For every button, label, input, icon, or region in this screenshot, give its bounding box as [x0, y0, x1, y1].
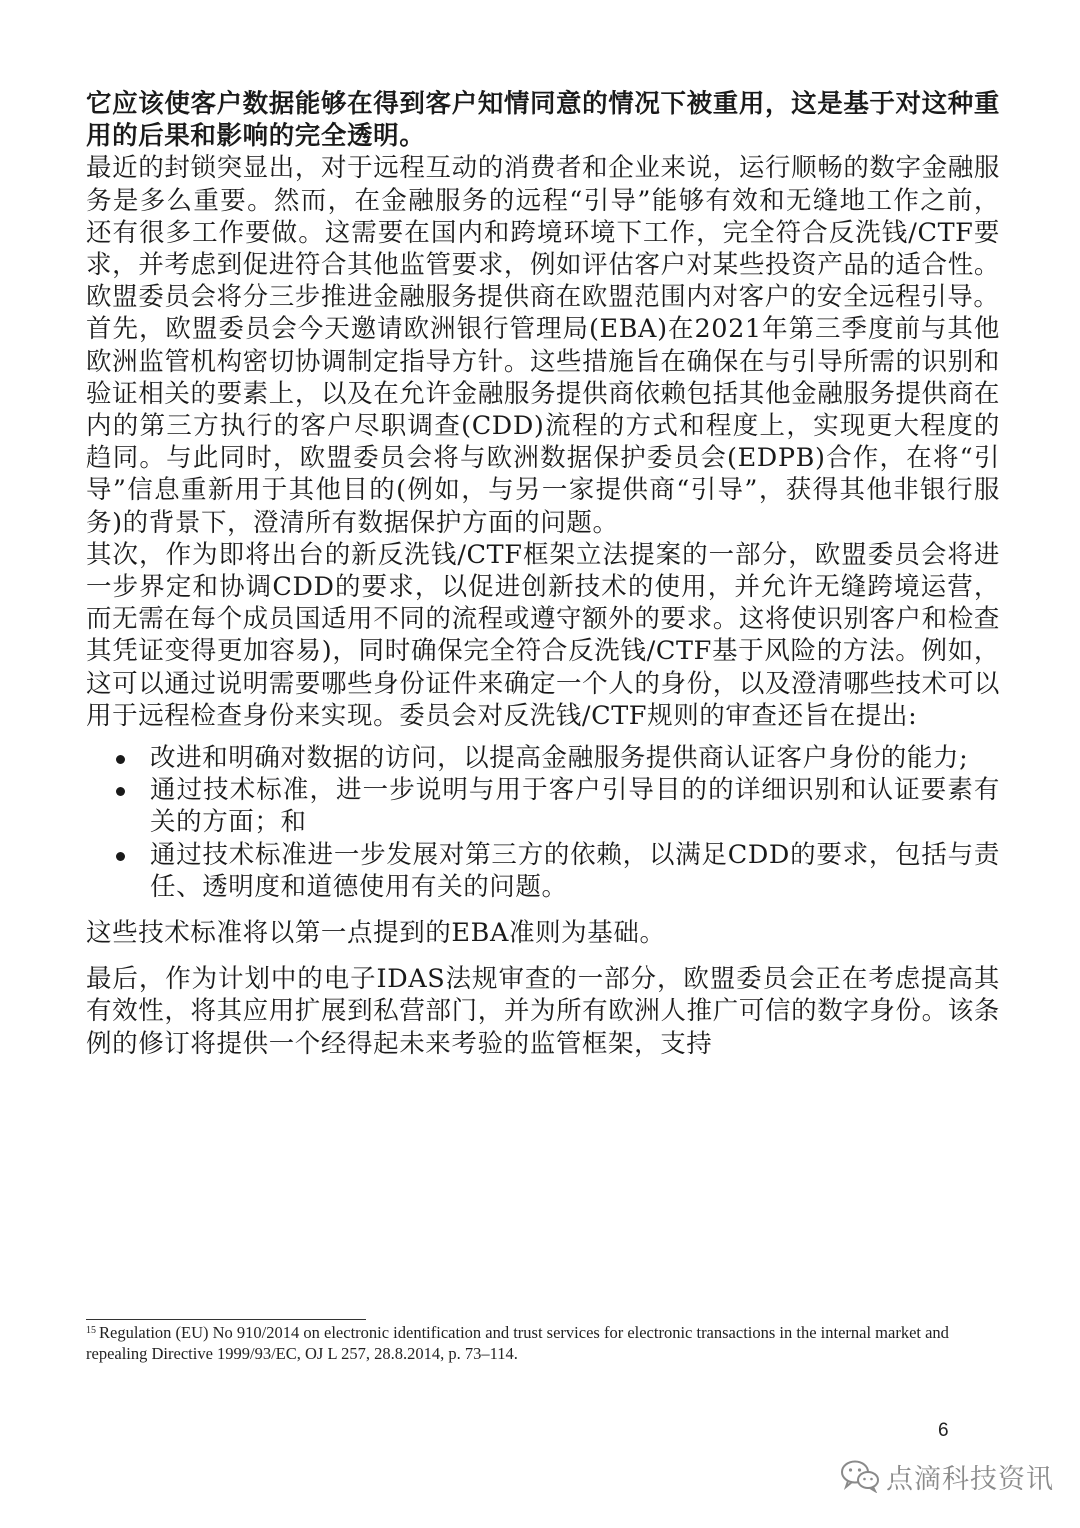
paragraph-eba-guidelines: 这些技术标准将以第一点提到的EBA准则为基础。	[86, 918, 666, 949]
intro-bold-paragraph: 它应该使客户数据能够在得到客户知情同意的情况下被重用，这是基于对这种重用的后果和影响的完全透明。	[86, 89, 1000, 152]
document-body	[86, 88, 1000, 1060]
paragraph-final-step: 最后，作为计划中的电子IDAS法规审查的一部分，欧盟委员会正在考虑提高其有效性，将其应用扩展到私营部门，并为所有欧洲人推广可信的数字身份。该条例的修订将提供一个经得起未来考验的监管框架，支持	[86, 964, 1000, 1059]
footnote-text: Regulation (EU) No 910/2014 on electronic identification and trust services for electronic transactions in the internal market and repealing Directive 1999/93/EC, OJ L 257, 28.8.2014, p. 73–114.	[86, 1323, 949, 1363]
list-item: 通过技术标准进一步发展对第三方的依赖，以满足CDD的要求，包括与责任、透明度和道德使用有关的问题。	[86, 839, 1000, 903]
wechat-icon	[840, 1459, 880, 1493]
list-item: 改进和明确对数据的访问，以提高金融服务提供商认证客户身份的能力;	[86, 742, 1000, 774]
page-number: 6	[938, 1420, 949, 1441]
paragraph-remote-onboarding: 最近的封锁突显出，对于远程互动的消费者和企业来说，运行顺畅的数字金融服务是多么重要。然而，在金融服务的远程“引导”能够有效和无缝地工作之前，还有很多工作要做。这需要在国内和跨境环境下工作，完全符合反洗钱/CTF要求，并考虑到促进符合其他监管要求，例如评估客户对某些投资产品的适合性。欧盟委员会将分三步推进金融服务提供商在欧盟范围内对客户的安全远程引导。	[86, 153, 1000, 313]
footnote-divider	[86, 1319, 366, 1320]
bullet-icon	[116, 787, 125, 796]
watermark-text: 点滴科技资讯	[886, 1463, 1054, 1495]
footnote	[86, 1322, 1000, 1364]
paragraph-second-step: 其次，作为即将出台的新反洗钱/CTF框架立法提案的一部分，欧盟委员会将进一步界定和协调CDD的要求，以促进创新技术的使用，并允许无缝跨境运营，而无需在每个成员国适用不同的流程或遵守额外的要求。这将使识别客户和检查其凭证变得更加容易)，同时确保完全符合反洗钱/CTF基于风险的方法。例如，这可以通过说明需要哪些身份证件来确定一个人的身份，以及澄清哪些技术可以用于远程检查身份来实现。委员会对反洗钱/CTF规则的审查还旨在提出:	[86, 539, 1000, 731]
bullet-icon	[116, 852, 125, 861]
bullet-icon	[116, 755, 125, 764]
watermark	[840, 1456, 1054, 1496]
footnote-marker: 15	[86, 1325, 96, 1336]
list-item: 通过技术标准，进一步说明与用于客户引导目的的详细识别和认证要素有关的方面；和	[86, 774, 1000, 838]
paragraph-first-step: 首先，欧盟委员会今天邀请欧洲银行管理局(EBA)在2021年第三季度前与其他欧洲监管机构密切协调制定指导方针。这些措施旨在确保在与引导所需的识别和验证相关的要素上，以及在允许金融服务提供商依赖包括其他金融服务提供商在内的第三方执行的客户尽职调查(CDD)流程的方式和程度上，实现更大程度的趋同。与此同时，欧盟委员会将与欧洲数据保护委员会(EDPB)合作，在将“引导”信息重新用于其他目的(例如，与另一家提供商“引导”，获得其他非银行服务)的背景下，澄清所有数据保护方面的问题。	[86, 314, 1000, 538]
review-aims-list	[86, 742, 1000, 903]
